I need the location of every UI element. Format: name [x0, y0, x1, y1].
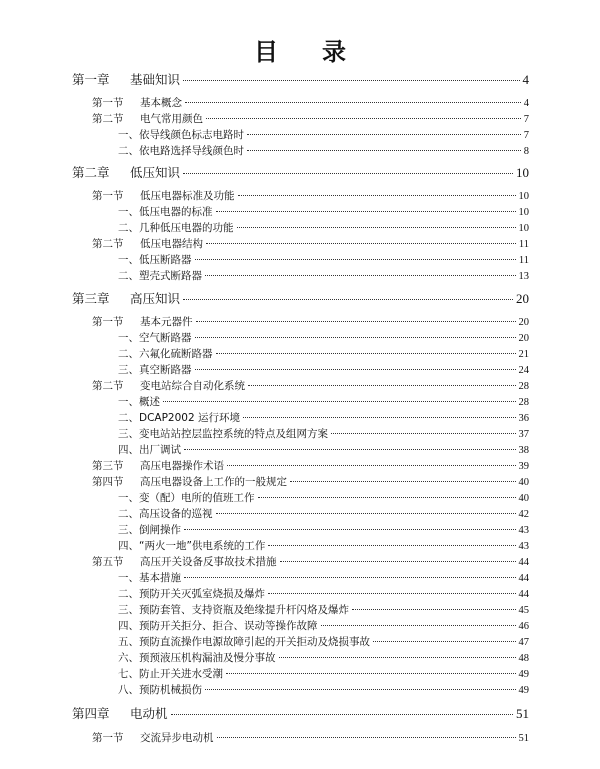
- toc-entry-label: [92, 378, 245, 393]
- toc-entry-section[interactable]: [92, 458, 529, 473]
- toc-entry-page-number: 10: [516, 165, 529, 180]
- toc-entry-page-number: 8: [523, 146, 529, 157]
- dot-leader: [247, 150, 521, 151]
- toc-entry-page-number: 40: [518, 493, 529, 504]
- toc-entry-label: [118, 362, 192, 377]
- toc-entry-number: 第二节: [92, 113, 124, 125]
- toc-entry-item[interactable]: [118, 410, 529, 425]
- toc-entry-item[interactable]: [118, 426, 529, 441]
- toc-entry-label: [118, 522, 181, 537]
- dot-leader: [216, 211, 516, 212]
- toc-entry-text: 电动机: [130, 706, 168, 721]
- toc-entry-item[interactable]: [118, 252, 529, 267]
- dot-leader: [195, 369, 516, 370]
- toc-entry-item[interactable]: [118, 618, 529, 633]
- toc-entry-item[interactable]: [118, 268, 529, 283]
- toc-entry-page-number: 40: [518, 477, 529, 488]
- dot-leader: [373, 641, 516, 642]
- toc-entry-item[interactable]: [118, 220, 529, 235]
- toc-entry-page-number: 49: [518, 669, 529, 680]
- toc-entry-label: [92, 95, 182, 110]
- toc-entry-text: 高压电器设备上工作的一般规定: [140, 476, 287, 488]
- dot-leader: [227, 465, 516, 466]
- toc-entry-page-number: 44: [518, 589, 529, 600]
- toc-entry-page-number: 20: [516, 291, 529, 306]
- toc-entry-item[interactable]: [118, 666, 529, 681]
- toc-entry-text: 一、变（配）电所的值班工作: [118, 492, 255, 504]
- toc-entry-page-number: 44: [518, 557, 529, 568]
- toc-entry-page-number: 10: [518, 191, 529, 202]
- toc-entry-text: 一、空气断路器: [118, 332, 192, 344]
- toc-entry-label: [92, 188, 235, 203]
- dot-leader: [206, 243, 516, 244]
- dot-leader: [183, 80, 519, 81]
- dot-leader: [280, 561, 516, 562]
- toc-entry-text: 变电站综合自动化系统: [140, 380, 245, 392]
- toc-entry-text: 三、真空断路器: [118, 364, 192, 376]
- toc-entry-text: 五、预防直流操作电源故障引起的开关拒动及烧损事故: [118, 636, 370, 648]
- toc-entry-number: 第二节: [92, 238, 124, 250]
- dot-leader: [216, 353, 516, 354]
- toc-entry-text: 二、六氟化硫断路器: [118, 348, 213, 360]
- toc-entry-label: [92, 554, 277, 569]
- toc-entry-item[interactable]: [118, 506, 529, 521]
- toc-entry-text: 八、预防机械损伤: [118, 684, 202, 696]
- dot-leader: [185, 102, 521, 103]
- toc-entry-text: 高压开关设备反事故技术措施: [140, 556, 277, 568]
- toc-entry-item[interactable]: [118, 346, 529, 361]
- dot-leader: [183, 299, 513, 300]
- toc-entry-page-number: 44: [518, 573, 529, 584]
- toc-entry-item[interactable]: [118, 362, 529, 377]
- toc-entry-page-number: 42: [518, 509, 529, 520]
- toc-entry-page-number: 47: [518, 637, 529, 648]
- page-title-char-1: 目: [254, 38, 278, 66]
- dot-leader: [184, 449, 516, 450]
- toc-entry-chapter[interactable]: [72, 704, 529, 722]
- toc-entry-label: [118, 268, 202, 283]
- toc-entry-page-number: 45: [518, 605, 529, 616]
- toc-entry-item[interactable]: [118, 570, 529, 585]
- toc-entry-number: 第一节: [92, 97, 124, 109]
- toc-entry-label: [118, 410, 240, 425]
- toc-entry-page-number: 20: [518, 333, 529, 344]
- dot-leader: [237, 227, 516, 228]
- toc-entry-item[interactable]: [118, 204, 529, 219]
- toc-entry-item[interactable]: [118, 650, 529, 665]
- toc-entry-text: 高压知识: [130, 291, 181, 306]
- toc-entry-item[interactable]: [118, 394, 529, 409]
- toc-entry-page-number: 51: [518, 733, 529, 744]
- toc-entry-label: [72, 704, 168, 722]
- dot-leader: [216, 513, 516, 514]
- toc-entry-text: 基本概念: [140, 97, 182, 109]
- toc-entry-text: 二、依电路选择导线颜色时: [118, 145, 244, 157]
- dot-leader: [290, 481, 516, 482]
- dot-leader: [226, 673, 516, 674]
- toc-entry-label: [118, 252, 192, 267]
- toc-entry-label: [118, 330, 192, 345]
- toc-entry-section[interactable]: [92, 95, 529, 110]
- toc-entry-text: 一、依导线颜色标志电路时: [118, 129, 244, 141]
- toc-entry-label: [72, 289, 180, 307]
- dot-leader: [238, 195, 516, 196]
- toc-entry-label: [118, 570, 181, 585]
- toc-entry-item[interactable]: [118, 586, 529, 601]
- dot-leader: [247, 134, 521, 135]
- toc-entry-item[interactable]: [118, 490, 529, 505]
- toc-entry-label: [72, 70, 180, 88]
- toc-entry-label: [118, 650, 276, 665]
- toc-entry-label: [92, 474, 287, 489]
- toc-entry-page-number: 13: [518, 271, 529, 282]
- toc-entry-text: 低压电器结构: [140, 238, 203, 250]
- toc-entry-page-number: 48: [518, 653, 529, 664]
- toc-entry-number: 第一节: [92, 732, 124, 744]
- toc-entry-number: 第二章: [72, 165, 110, 180]
- toc-entry-text: 电气常用颜色: [140, 113, 203, 125]
- toc-entry-page-number: 38: [518, 445, 529, 456]
- toc-entry-page-number: 24: [518, 365, 529, 376]
- toc-entry-page-number: 51: [516, 706, 529, 721]
- dot-leader: [171, 714, 513, 715]
- toc-entry-item[interactable]: [118, 682, 529, 697]
- toc-entry-label: [92, 458, 224, 473]
- toc-entry-page-number: 7: [523, 130, 529, 141]
- dot-leader: [279, 657, 516, 658]
- toc-entry-page-number: 4: [523, 98, 529, 109]
- toc-entry-label: [118, 143, 244, 158]
- toc-entry-section[interactable]: [92, 188, 529, 203]
- toc-entry-section[interactable]: [92, 474, 529, 489]
- toc-entry-label: [92, 730, 214, 745]
- toc-entry-label: [118, 490, 255, 505]
- toc-entry-item[interactable]: [118, 442, 529, 457]
- toc-entry-chapter[interactable]: [72, 163, 529, 181]
- toc-entry-label: [118, 346, 213, 361]
- toc-entry-section[interactable]: [92, 314, 529, 329]
- toc-entry-item[interactable]: [118, 127, 529, 142]
- dot-leader: [205, 689, 516, 690]
- toc-entry-label: [118, 394, 160, 409]
- toc-entry-text: 一、低压断路器: [118, 254, 192, 266]
- toc-entry-text: 二、预防开关灭弧室烧损及爆炸: [118, 588, 265, 600]
- toc-entry-label: [118, 538, 265, 553]
- toc-entry-number: 第四章: [72, 706, 110, 721]
- page-title-char-2: 录: [322, 38, 346, 66]
- toc-entry-page-number: 49: [518, 685, 529, 696]
- toc-entry-text: 基本元器件: [140, 316, 193, 328]
- toc-entry-page-number: 11: [518, 239, 529, 250]
- toc-entry-text: 二、高压设备的巡视: [118, 508, 213, 520]
- toc-entry-page-number: 4: [522, 72, 529, 87]
- toc-entry-label: [118, 127, 244, 142]
- toc-entry-page-number: 37: [518, 429, 529, 440]
- dot-leader: [195, 259, 516, 260]
- toc-entry-text: 高压电器操作术语: [140, 460, 224, 472]
- dot-leader: [184, 529, 516, 530]
- dot-leader: [184, 577, 516, 578]
- toc-entry-section[interactable]: [92, 554, 529, 569]
- toc-entry-text: 七、防止开关进水受潮: [118, 668, 223, 680]
- toc-entry-item[interactable]: [118, 602, 529, 617]
- toc-entry-number: 第二节: [92, 380, 124, 392]
- toc-entry-text: 二、DCAP2002 运行环境: [118, 412, 240, 424]
- dot-leader: [183, 173, 513, 174]
- toc-entry-section[interactable]: [92, 111, 529, 126]
- toc-entry-page-number: 39: [518, 461, 529, 472]
- dot-leader: [196, 321, 516, 322]
- toc-entry-text: 交流异步电动机: [140, 732, 214, 744]
- toc-entry-page-number: 43: [518, 525, 529, 536]
- dot-leader: [258, 497, 516, 498]
- toc-entry-item[interactable]: [118, 330, 529, 345]
- toc-entry-number: 第一章: [72, 72, 110, 87]
- toc-entry-text: 一、低压电器的标准: [118, 206, 213, 218]
- toc-entry-text: 六、预预液压机构漏油及慢分事故: [118, 652, 276, 664]
- toc-entry-text: 四、预防开关拒分、拒合、误动等操作故障: [118, 620, 318, 632]
- toc-entry-chapter[interactable]: [72, 289, 529, 307]
- toc-entry-label: [118, 618, 318, 633]
- toc-entry-page-number: 10: [518, 207, 529, 218]
- dot-leader: [163, 401, 516, 402]
- toc-entry-item[interactable]: [118, 522, 529, 537]
- toc-entry-item[interactable]: [118, 538, 529, 553]
- toc-entry-label: [118, 682, 202, 697]
- toc-entry-label: [118, 204, 213, 219]
- toc-entry-label: [118, 666, 223, 681]
- toc-entry-label: [92, 111, 203, 126]
- dot-leader: [248, 385, 516, 386]
- toc-entry-label: [118, 442, 181, 457]
- dot-leader: [205, 275, 516, 276]
- toc-entry-text: 二、塑壳式断路器: [118, 270, 202, 282]
- toc-entry-page-number: 11: [518, 255, 529, 266]
- toc-entry-page-number: 43: [518, 541, 529, 552]
- dot-leader: [195, 337, 516, 338]
- toc-entry-number: 第四节: [92, 476, 124, 488]
- toc-entry-item[interactable]: [118, 634, 529, 649]
- toc-entry-label: [72, 163, 180, 181]
- toc-entry-number: 第三章: [72, 291, 110, 306]
- dot-leader: [268, 545, 515, 546]
- toc-entry-text: 低压电器标准及功能: [140, 190, 235, 202]
- toc-entry-page-number: 21: [518, 349, 529, 360]
- toc-entry-number: 第三节: [92, 460, 124, 472]
- toc-entry-label: [92, 236, 203, 251]
- dot-leader: [352, 609, 516, 610]
- dot-leader: [217, 737, 516, 738]
- toc-entry-section[interactable]: [92, 236, 529, 251]
- toc-entry-page-number: 36: [518, 413, 529, 424]
- toc-entry-text: 一、概述: [118, 396, 160, 408]
- dot-leader: [268, 593, 516, 594]
- toc-entry-text: 四、出厂调试: [118, 444, 181, 456]
- toc-entry-number: 第一节: [92, 190, 124, 202]
- toc-entry-text: 三、预防套管、支持资瓶及绝缘提升杆闪烙及爆炸: [118, 604, 349, 616]
- toc-entry-number: 第一节: [92, 316, 124, 328]
- toc-entry-section[interactable]: [92, 730, 529, 745]
- dot-leader: [243, 417, 516, 418]
- toc-entry-number: 第五节: [92, 556, 124, 568]
- toc-entry-item[interactable]: [118, 143, 529, 158]
- toc-entry-label: [118, 634, 370, 649]
- toc-entry-label: [118, 602, 349, 617]
- toc-entry-section[interactable]: [92, 378, 529, 393]
- toc-entry-label: [118, 506, 213, 521]
- dot-leader: [331, 433, 516, 434]
- toc-entry-text: 三、变电站站控层监控系统的特点及组网方案: [118, 428, 328, 440]
- toc-entry-label: [118, 220, 234, 235]
- toc-entry-label: [118, 586, 265, 601]
- toc-entry-label: [118, 426, 328, 441]
- toc-entry-page-number: 20: [518, 317, 529, 328]
- toc-entry-page-number: 28: [518, 397, 529, 408]
- toc-entry-text: 一、基本措施: [118, 572, 181, 584]
- dot-leader: [321, 625, 516, 626]
- toc-entry-chapter[interactable]: [72, 70, 529, 88]
- toc-entry-page-number: 10: [518, 223, 529, 234]
- toc-entry-page-number: 28: [518, 381, 529, 392]
- dot-leader: [206, 118, 521, 119]
- toc-entry-page-number: 7: [523, 114, 529, 125]
- toc-entry-text: 基础知识: [130, 72, 181, 87]
- toc-entry-text: 三、倒闸操作: [118, 524, 181, 536]
- toc-entry-text: 四、“两火一地”供电系统的工作: [118, 540, 266, 552]
- toc-entry-text: 低压知识: [130, 165, 181, 180]
- toc-entry-label: [92, 314, 193, 329]
- toc-entry-text: 二、几种低压电器的功能: [118, 222, 234, 234]
- toc-entry-page-number: 46: [518, 621, 529, 632]
